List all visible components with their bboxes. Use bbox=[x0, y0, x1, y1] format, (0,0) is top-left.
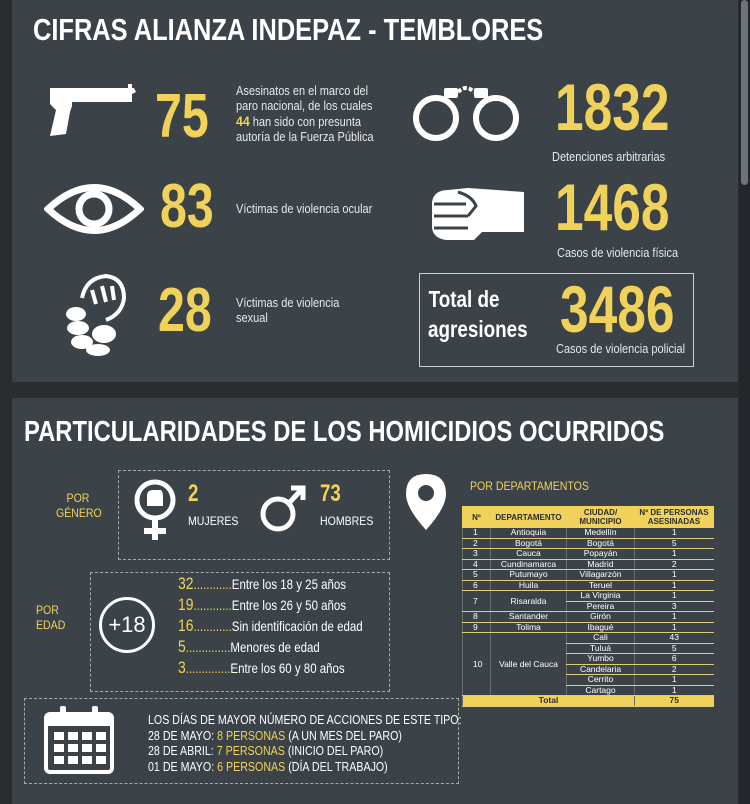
age-count: 5 bbox=[178, 637, 186, 656]
cell-number: 6 bbox=[463, 580, 491, 591]
stat-sexual-text: Víctimas de violencia sexual bbox=[236, 296, 340, 325]
age-count: 3 bbox=[178, 658, 186, 677]
cell-victims: 2 bbox=[635, 559, 714, 570]
cell-department: Valle del Cauca bbox=[491, 633, 567, 696]
cell-department: Cundinamarca bbox=[491, 559, 567, 570]
table-row bbox=[463, 538, 714, 549]
men-label: HOMBRES bbox=[320, 514, 374, 528]
gender-label: POR GÉNERO bbox=[56, 491, 102, 520]
age-row bbox=[178, 658, 345, 678]
stat-ocular-value: 83 bbox=[160, 172, 214, 241]
cell-city: Ibagué bbox=[567, 622, 635, 633]
cell-victims: 2 bbox=[635, 664, 714, 675]
age-dots: .............. bbox=[185, 639, 231, 655]
fist-icon bbox=[428, 182, 528, 244]
section1-title: CIFRAS ALIANZA INDEPAZ - TEMBLORES bbox=[33, 12, 544, 47]
stat-detentions-label: Detenciones arbitrarias bbox=[552, 150, 666, 164]
col-number: Nº bbox=[463, 507, 491, 528]
stat-physical-label: Casos de violencia física bbox=[557, 246, 679, 260]
cell-department: Cauca bbox=[491, 549, 567, 560]
age-count: 19 bbox=[178, 595, 194, 614]
cell-city: Cerrito bbox=[567, 675, 635, 686]
table-row bbox=[463, 622, 714, 633]
cell-victims: 1 bbox=[635, 675, 714, 686]
date-day: 28 DE ABRIL: bbox=[148, 743, 217, 758]
stat-killed-text bbox=[236, 84, 386, 145]
age-range: Entre los 60 y 80 años bbox=[230, 660, 345, 676]
cell-number: 8 bbox=[463, 612, 491, 623]
age-row bbox=[178, 574, 346, 594]
total-row bbox=[463, 696, 714, 707]
cell-victims: 1 bbox=[635, 622, 714, 633]
cell-city: Cali bbox=[567, 633, 635, 644]
table-row bbox=[463, 570, 714, 581]
stat-killed-text-after: han sido con presunta autoría de la Fuerza Pública bbox=[236, 115, 374, 144]
date-row bbox=[148, 728, 462, 744]
cell-number: 2 bbox=[463, 538, 491, 549]
cell-number: 10 bbox=[463, 633, 491, 696]
gun-icon bbox=[46, 82, 138, 140]
cell-city: Madrid bbox=[567, 559, 635, 570]
date-count: 7 PERSONAS bbox=[216, 743, 288, 758]
cell-victims: 1 bbox=[635, 580, 714, 591]
table-row bbox=[463, 580, 714, 591]
cell-city: Candelaria bbox=[567, 664, 635, 675]
cell-city: Villagarzón bbox=[567, 570, 635, 581]
col-department: DEPARTAMENTO bbox=[491, 507, 567, 528]
date-row bbox=[148, 743, 462, 759]
cell-victims: 3 bbox=[635, 601, 714, 612]
cell-victims: 1 bbox=[635, 528, 714, 539]
women-label: MUJERES bbox=[188, 514, 239, 528]
cell-victims: 43 bbox=[635, 633, 714, 644]
cell-victims: 5 bbox=[635, 643, 714, 654]
date-note: (A UN MES DEL PARO) bbox=[288, 727, 402, 743]
cell-victims: 1 bbox=[635, 612, 714, 623]
table-row bbox=[463, 612, 714, 623]
stat-sexual-value: 28 bbox=[158, 276, 212, 345]
cell-city: Popayán bbox=[567, 549, 635, 560]
cell-department: Putumayo bbox=[491, 570, 567, 581]
stat-physical-value: 1468 bbox=[555, 170, 670, 244]
date-row bbox=[148, 759, 462, 775]
cell-city: Cartago bbox=[567, 685, 635, 696]
stat-killed-highlight: 44 bbox=[236, 113, 250, 129]
age-count: 32 bbox=[178, 574, 194, 593]
cell-city: Yumbo bbox=[567, 654, 635, 665]
table-row bbox=[463, 528, 714, 539]
age-dots: ............ bbox=[193, 576, 232, 592]
cell-city: La Virginia bbox=[567, 591, 635, 602]
cell-department: Risaralda bbox=[491, 591, 567, 612]
male-symbol-icon bbox=[259, 482, 307, 534]
cell-number: 4 bbox=[463, 559, 491, 570]
date-day: 28 DE MAYO: bbox=[148, 727, 218, 743]
age-dots: .............. bbox=[185, 660, 231, 676]
cell-department: Tolima bbox=[491, 622, 567, 633]
cell-department: Antioquia bbox=[491, 528, 567, 539]
men-value: 73 bbox=[320, 480, 341, 507]
dates-list bbox=[148, 712, 462, 774]
age-row bbox=[178, 637, 320, 657]
eye-icon bbox=[44, 178, 144, 240]
cell-number: 5 bbox=[463, 570, 491, 581]
stat-killed-value: 75 bbox=[155, 82, 209, 151]
cell-number: 9 bbox=[463, 622, 491, 633]
age-range: Entre los 26 y 50 años bbox=[231, 597, 347, 613]
cell-victims: 1 bbox=[635, 549, 714, 560]
cell-victims: 1 bbox=[635, 570, 714, 581]
cell-number: 3 bbox=[463, 549, 491, 560]
cell-victims: 6 bbox=[635, 654, 714, 665]
dates-heading: LOS DÍAS DE MAYOR NÚMERO DE ACCIONES DE ESTE TIPO: bbox=[148, 712, 462, 727]
date-count: 6 PERSONAS bbox=[217, 758, 289, 774]
cell-city: Pereira bbox=[567, 601, 635, 612]
stat-ocular-text: Víctimas de violencia ocular bbox=[236, 202, 373, 216]
cell-department: Bogotá bbox=[491, 538, 567, 549]
age-dots: ............ bbox=[193, 597, 232, 613]
age-row bbox=[178, 616, 363, 636]
age-range: Entre los 18 y 25 años bbox=[231, 576, 347, 592]
female-fist-icon bbox=[131, 478, 179, 542]
date-note: (INICIO DEL PARO) bbox=[287, 743, 384, 758]
adult-badge-icon: +18 bbox=[99, 597, 155, 653]
table-row bbox=[463, 549, 714, 560]
total-row-label: Total bbox=[463, 696, 635, 707]
cell-victims: 5 bbox=[635, 538, 714, 549]
cell-department: Huila bbox=[491, 580, 567, 591]
col-city: CIUDAD/ MUNICIPIO bbox=[567, 507, 635, 528]
cell-victims: 1 bbox=[635, 685, 714, 696]
stat-killed-text-before: Asesinatos en el marco del paro nacional, de los cuales bbox=[236, 84, 373, 113]
stat-detentions-value: 1832 bbox=[555, 70, 670, 144]
location-pin-icon bbox=[404, 472, 448, 532]
date-note: (DÍA DEL TRABAJO) bbox=[288, 758, 388, 774]
total-value: 3486 bbox=[560, 272, 675, 346]
handcuffs-icon bbox=[408, 80, 524, 144]
total-label: Total de agresiones bbox=[428, 286, 528, 342]
table-row bbox=[463, 591, 714, 602]
table-row bbox=[463, 559, 714, 570]
hands-icon bbox=[62, 268, 130, 356]
age-row bbox=[178, 595, 346, 615]
date-day: 01 DE MAYO: bbox=[148, 758, 218, 774]
cell-number: 1 bbox=[463, 528, 491, 539]
section2-title: PARTICULARIDADES DE LOS HOMICIDIOS OCURRIDOS bbox=[24, 416, 665, 448]
cell-city: Girón bbox=[567, 612, 635, 623]
women-value: 2 bbox=[188, 480, 199, 507]
departments-table bbox=[462, 506, 714, 707]
age-range: Menores de edad bbox=[230, 639, 320, 655]
scrollbar-thumb[interactable] bbox=[741, 0, 748, 185]
col-victims: Nº DE PERSONAS ASESINADAS bbox=[635, 507, 714, 528]
total-sublabel: Casos de violencia policial bbox=[556, 342, 686, 356]
cell-city: Medellín bbox=[567, 528, 635, 539]
table-row bbox=[463, 633, 714, 644]
cell-number: 7 bbox=[463, 591, 491, 612]
cell-department: Santander bbox=[491, 612, 567, 623]
age-label: POR EDAD bbox=[36, 603, 66, 632]
cell-city: Teruel bbox=[567, 580, 635, 591]
cell-city: Bogotá bbox=[567, 538, 635, 549]
date-count: 8 PERSONAS bbox=[217, 727, 289, 743]
total-row-value: 75 bbox=[635, 696, 714, 707]
departments-heading: POR DEPARTAMENTOS bbox=[470, 479, 589, 493]
age-dots: ............ bbox=[193, 618, 232, 634]
cell-victims: 1 bbox=[635, 591, 714, 602]
calendar-icon bbox=[42, 704, 116, 776]
age-range: Sin identificación de edad bbox=[231, 618, 363, 634]
cell-city: Tuluá bbox=[567, 643, 635, 654]
age-count: 16 bbox=[178, 616, 194, 635]
